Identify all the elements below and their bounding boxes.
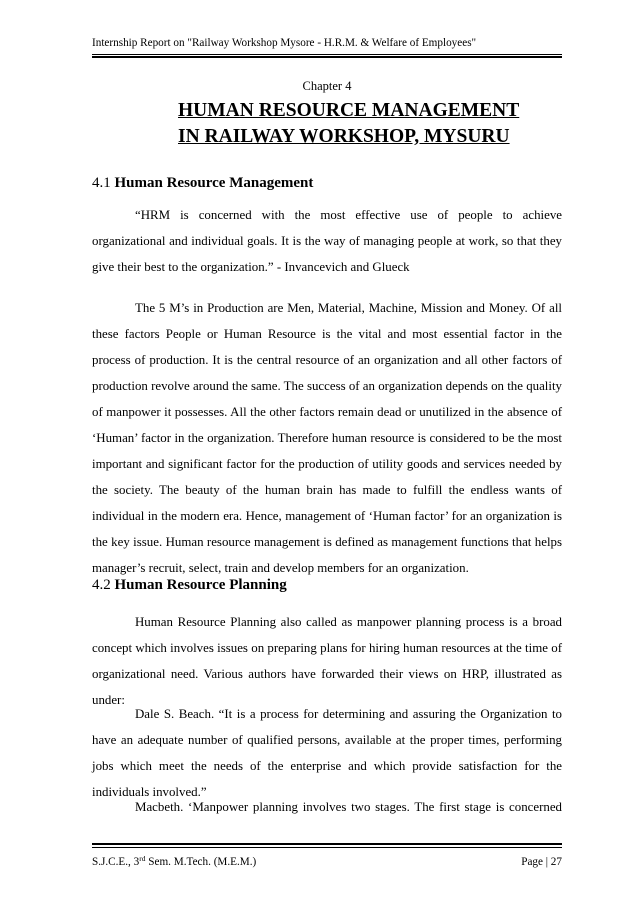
footer-left-prefix: S.J.C.E., 3 bbox=[92, 856, 140, 868]
section-heading-4-2 bbox=[92, 575, 562, 595]
footer-left-suffix: Sem. M.Tech. (M.E.M.) bbox=[145, 856, 257, 868]
chapter-title-line-2: IN RAILWAY WORKSHOP, MYSURU bbox=[178, 126, 510, 147]
paragraph-hrp-intro: Human Resource Planning also called as manpower planning process is a broad concept which involves issues on preparing plans for hiring human resources at the time of organizational need. Various authors have forwarded their views on HRP, illustrated as under: bbox=[92, 615, 562, 707]
footer-institution bbox=[92, 855, 256, 869]
running-header: Internship Report on "Railway Workshop Mysore - H.R.M. & Welfare of Employees" bbox=[92, 37, 477, 49]
header-rule-thick bbox=[92, 56, 562, 58]
chapter-label: Chapter 4 bbox=[302, 79, 352, 93]
footer-rule bbox=[92, 847, 562, 848]
section-number: 4.2 bbox=[92, 577, 111, 593]
footer-left-superscript: rd bbox=[139, 854, 146, 863]
header-rule bbox=[92, 54, 562, 55]
footer-rule-thick bbox=[92, 843, 562, 845]
paragraph-dale-beach-quote: Dale S. Beach. “It is a process for determining and assuring the Organization to have an adequate number of qualified persons, available at the proper times, performing jobs which meet the needs of the enterprise and which provide satisfaction for the individuals involved.” bbox=[92, 707, 562, 799]
section-title: Human Resource Management bbox=[114, 175, 314, 191]
section-heading-4-1 bbox=[92, 173, 562, 193]
section-number: 4.1 bbox=[92, 175, 111, 191]
chapter-title-line-1: HUMAN RESOURCE MANAGEMENT bbox=[178, 100, 520, 121]
chapter-title bbox=[178, 98, 558, 150]
paragraph-5ms-production: The 5 M’s in Production are Men, Material, Machine, Mission and Money. Of all these factors People or Human Resource is the vital and most essential factor in the process of production. It is the central resource of an organization and all other factors of production revolve around the same. The success of an organization depends on the quality of manpower it possesses. All the other factors remain dead or unutilized in the absence of ‘Human’ factor in the organization. Therefore human resource is considered to be the most important and significant factor for the production of utility goods and services needed by the society. The beauty of the human brain has made to fulfill the endless wants of individual in the modern era. Hence, management of ‘Human factor’ for an organization is the key issue. Human resource management is defined as management functions that helps manager’s recruit, select, train and develop members for an organization. bbox=[92, 301, 562, 575]
paragraph-macbeth-quote: Macbeth. ‘Manpower planning involves two stages. The first stage is concerned bbox=[135, 800, 562, 814]
paragraph-hrm-definition: “HRM is concerned with the most effective use of people to achieve organizational and individual goals. It is the way of managing people at work, so that they give their best to the organization.” - Invancevich and Glueck bbox=[92, 208, 562, 274]
section-title: Human Resource Planning bbox=[114, 577, 287, 593]
page-number: Page | 27 bbox=[521, 856, 562, 868]
